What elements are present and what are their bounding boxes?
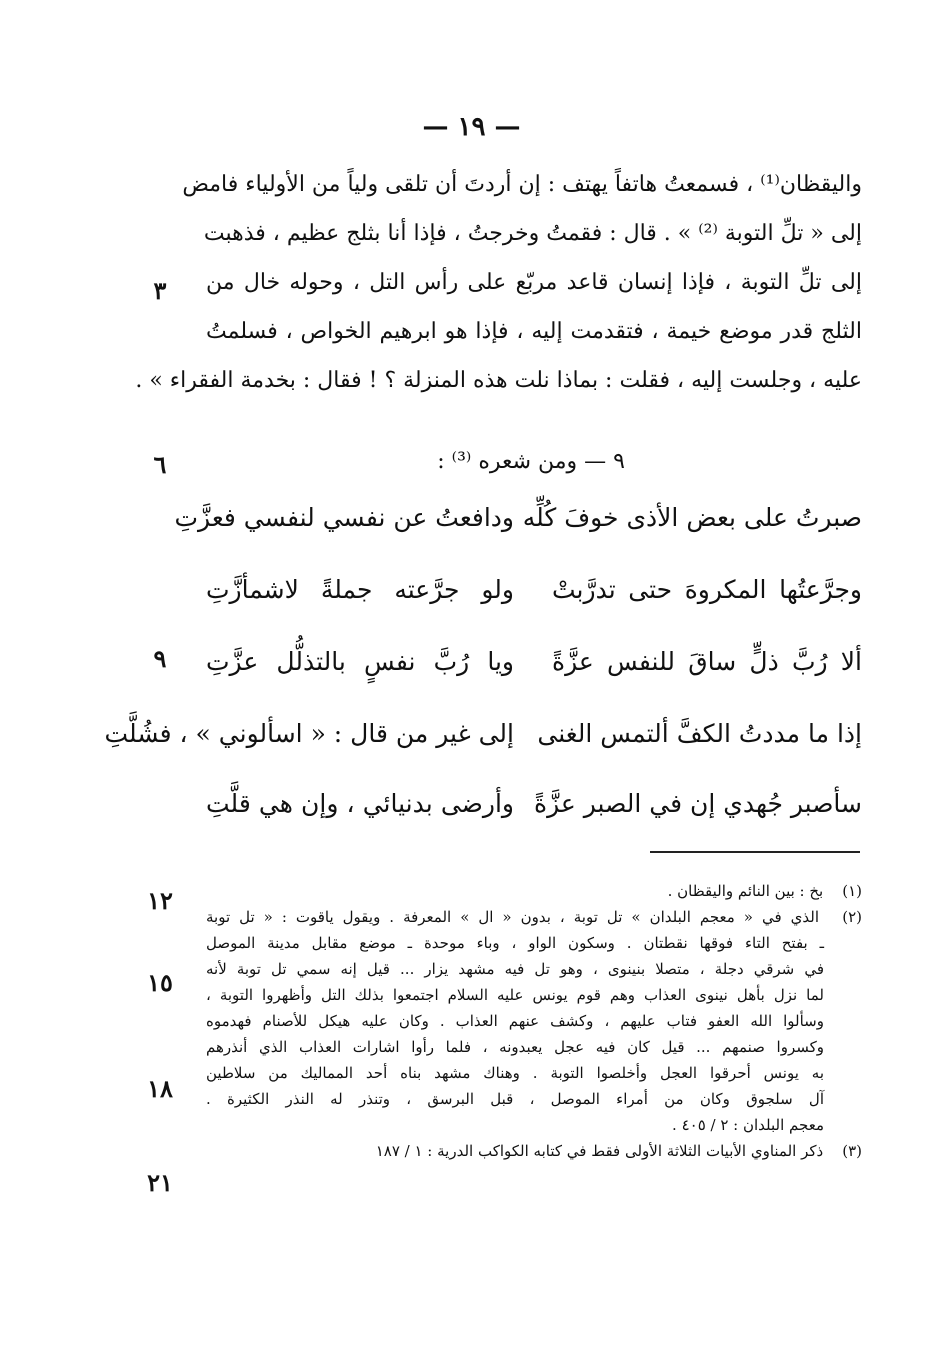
- footnote-1: [206, 878, 862, 904]
- verse-line: [174, 490, 862, 546]
- page-number: — ١٩ —: [422, 112, 521, 142]
- footnote-text: ذكر المناوي الأبيات الثلاثة الأولى فقط في كتابه الكواكب الدرية : ١ / ١٨٧: [375, 1142, 824, 1160]
- prose-line: إلى « تلِّ التوبة ⁽²⁾ » . قال : فقمتُ وخرجتُ ، فإذا أنا بثلج عظيم ، فذهبت: [203, 221, 862, 246]
- verse-first-hemistich: صبرتُ على بعض الأذى خوفَ كُلِّه: [522, 503, 862, 532]
- footnote-line: لما نزل بأهل نينوى العذاب وهم قوم يونس عليه السلام اجتمعوا بذلك التل وأظهروا التوبة ،: [206, 986, 824, 1004]
- footnote-line: ـ بفتح التاء فوقها نقطتان . وسكون الواو ، وباء موحدة ـ موضع مقابل مدينة الموصل: [206, 934, 824, 952]
- footnote-mark: (٢): [842, 908, 862, 926]
- footnote-text: بخ : بين النائم واليقظان .: [667, 882, 824, 900]
- footnote-mark: (٣): [842, 1142, 862, 1160]
- footnote-line: آل سلجوق وكان من أمراء الموصل ، قبل البرسق ، وتنذر له النذر الكثيرة .: [206, 1090, 824, 1108]
- line-number: ١٢: [147, 886, 173, 915]
- line-number: ١٥: [147, 968, 173, 997]
- verse-first-hemistich: ألا رُبَّ ذلٍّ ساقَ للنفس عزَّةً: [552, 647, 862, 676]
- footnote-line: به يونس أحرقوا العجل وأخلصوا التوبة . وهناك مشهد بناه أحد المماليك من سلاطين: [206, 1064, 824, 1082]
- verse-heading: ٩ — ومن شعره ⁽³⁾ :: [437, 449, 625, 474]
- verse-first-hemistich: سأصبر جُهدي إن في الصبر عزَّةً: [533, 789, 862, 818]
- prose-line: إلى تلِّ التوبة ، فإذا إنسان قاعد مربّع على رأس التل ، وحوله خال من: [206, 270, 862, 295]
- line-number: ٩: [153, 644, 167, 673]
- footnote-text: الذي في « معجم البلدان » تل توبة ، بدون « ال » المعرفة . ويقول ياقوت : « تل توبة: [206, 908, 819, 926]
- line-number: ١٨: [147, 1074, 173, 1103]
- line-number: ٣: [153, 276, 167, 305]
- verse-first-hemistich: وجرَّعتُها المكروهَ حتى تدرَّبتْ: [552, 575, 862, 604]
- footnote-line: معجم البلدان : ٢ / ٤٠٥ .: [672, 1116, 824, 1134]
- verse-line: [206, 776, 862, 832]
- verse-second-hemistich: وأرضى بدنيائي ، وإن هي قلَّتِ: [206, 789, 514, 818]
- prose-line: عليه ، وجلست إليه ، فقلت : بماذا نلت هذه المنزلة ؟ ! فقال : بخدمة الفقراء » .: [135, 368, 862, 393]
- verse-second-hemistich: ودافعتُ عن نفسي لنفسي فعزَّتِ: [174, 503, 514, 532]
- prose-line: الثلج قدر موضع خيمة ، فتقدمت إليه ، فإذا هو ابرهيم الخواص ، فسلمتُ: [206, 319, 862, 344]
- verse-second-hemistich: ولو جرَّعته جملةً لاشمأزَّتِ: [206, 575, 514, 604]
- prose-line: واليقظان⁽¹⁾ ، فسمعتُ هاتفاً يهتف : إن أردتَ أن تلقى ولياً من الأولياء فامض: [182, 172, 862, 197]
- footnote-2: [206, 904, 862, 930]
- line-number: ٦: [153, 450, 167, 479]
- line-number: ٢١: [147, 1168, 173, 1197]
- footnote-line: وكسروا صنمهم ... قيل كان فيه عجل يعبدونه ، فلما رأوا اشارات العذاب الذي أنذرهم: [206, 1038, 824, 1056]
- prose-block: [135, 160, 862, 405]
- verse-second-hemistich: إلى غير من قال : « اسألوني » ، فشُلَّتِ: [104, 719, 514, 748]
- footnote-mark: (١): [842, 882, 862, 900]
- footnote-divider: [650, 851, 860, 853]
- footnotes: [206, 878, 862, 1164]
- verse-first-hemistich: إذا ما مددتُ الكفَّ ألتمس الغنى: [537, 719, 862, 748]
- footnote-line: وسألوا الله العفو فتاب عليهم ، وكشف عنهم العذاب . وكان عليه هيكل للأصنام فهدموه: [206, 1012, 824, 1030]
- footnote-3: [206, 1138, 862, 1164]
- footnote-line: في شرقي دجلة ، متصلا بنينوى ، وهو تل فيه مشهد يزار ... قيل إنه سمي تل توبة لأنه: [206, 960, 824, 978]
- verse-line: [206, 634, 862, 690]
- verse-second-hemistich: ويا رُبَّ نفسٍ بالتذلُّل عزَّتِ: [206, 647, 514, 676]
- verse-line: [104, 706, 862, 762]
- verse-line: [206, 562, 862, 618]
